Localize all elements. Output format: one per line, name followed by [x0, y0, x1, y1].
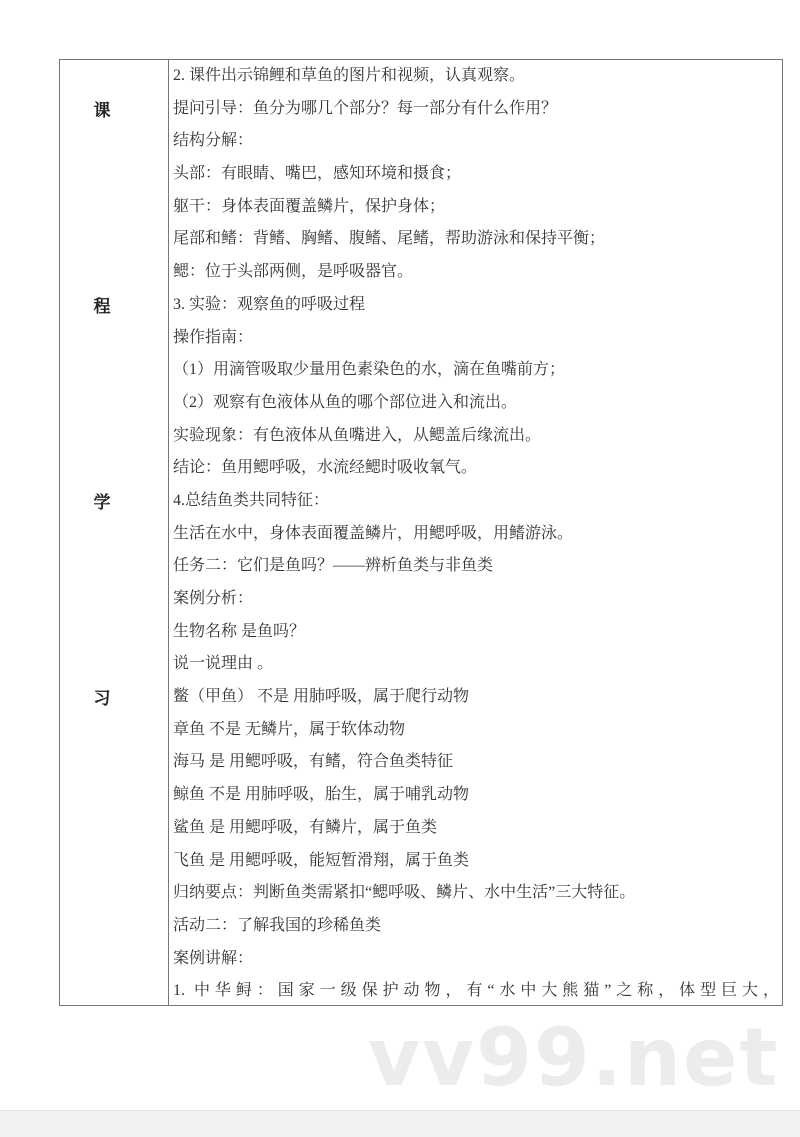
lesson-table	[59, 59, 783, 1006]
content-line: 生活在水中，身体表面覆盖鳞片，用鳃呼吸，用鳍游泳。	[173, 524, 574, 542]
content-line: 鲨鱼 是 用鳃呼吸，有鳞片，属于鱼类	[173, 818, 438, 836]
content-line: 结构分解：	[173, 132, 254, 150]
content-line: 躯干：身体表面覆盖鳞片，保护身体；	[173, 197, 446, 215]
content-line: 海马 是 用鳃呼吸，有鳍，符合鱼类特征	[173, 753, 454, 771]
content-line: 说一说理由 。	[173, 655, 274, 673]
content-line: 鲸鱼 不是 用肺呼吸，胎生，属于哺乳动物	[173, 786, 470, 804]
content-line: 3. 实验：观察鱼的呼吸过程	[173, 295, 366, 313]
content-line: 结论：鱼用鳃呼吸，水流经鳃时吸收氧气。	[173, 459, 478, 477]
content-line: 活动二：了解我国的珍稀鱼类	[173, 916, 382, 934]
content-line: 实验现象：有色液体从鱼嘴进入，从鳃盖后缘流出。	[173, 426, 542, 444]
column-divider	[168, 60, 169, 1005]
side-label-xue: 学	[93, 493, 111, 512]
content-line: 飞鱼 是 用鳃呼吸，能短暂滑翔，属于鱼类	[173, 851, 470, 869]
side-label-cheng: 程	[93, 297, 111, 316]
content-line: （2）观察有色液体从鱼的哪个部位进入和流出。	[173, 393, 518, 411]
content-line: 案例分析：	[173, 590, 254, 607]
content-line: 4.总结鱼类共同特征：	[173, 491, 330, 509]
viewer-bottom-bar	[0, 1110, 800, 1137]
content-line: 提问引导：鱼分为哪几个部分？每一部分有什么作用？	[173, 99, 558, 117]
content-line: 归纳要点：判断鱼类需紧扣“鳃呼吸、鳞片、水中生活”三大特征。	[173, 884, 636, 902]
side-label-xi: 习	[93, 689, 111, 708]
side-label-ke: 课	[93, 101, 111, 120]
content-line: （1）用滴管吸取少量用色素染色的水，滴在鱼嘴前方；	[173, 361, 566, 379]
content-line: 2. 课件出示锦鲤和草鱼的图片和视频，认真观察。	[173, 67, 526, 84]
content-line: 生物名称 是鱼吗？	[173, 622, 306, 640]
content-line: 操作指南：	[173, 328, 254, 346]
content-line: 任务二：它们是鱼吗？——辨析鱼类与非鱼类	[173, 557, 494, 575]
content-line: 鳃：位于头部两侧，是呼吸器官。	[173, 263, 414, 281]
content-line: 案例讲解：	[173, 949, 254, 967]
content-line: 尾部和鳍：背鳍、胸鳍、腹鳍、尾鳍，帮助游泳和保持平衡；	[173, 230, 606, 248]
content-line: 1. 中华鲟：国家一级保护动物，有“水中大熊猫”之称，体型巨大，	[173, 982, 779, 1000]
content-line: 章鱼 不是 无鳞片，属于软体动物	[173, 720, 406, 738]
content-line: 鳖（甲鱼） 不是 用肺呼吸，属于爬行动物	[173, 688, 470, 706]
lesson-content	[173, 64, 779, 1012]
content-line: 头部：有眼睛、嘴巴，感知环境和摄食；	[173, 165, 462, 183]
watermark: vv99.net	[368, 1011, 780, 1104]
